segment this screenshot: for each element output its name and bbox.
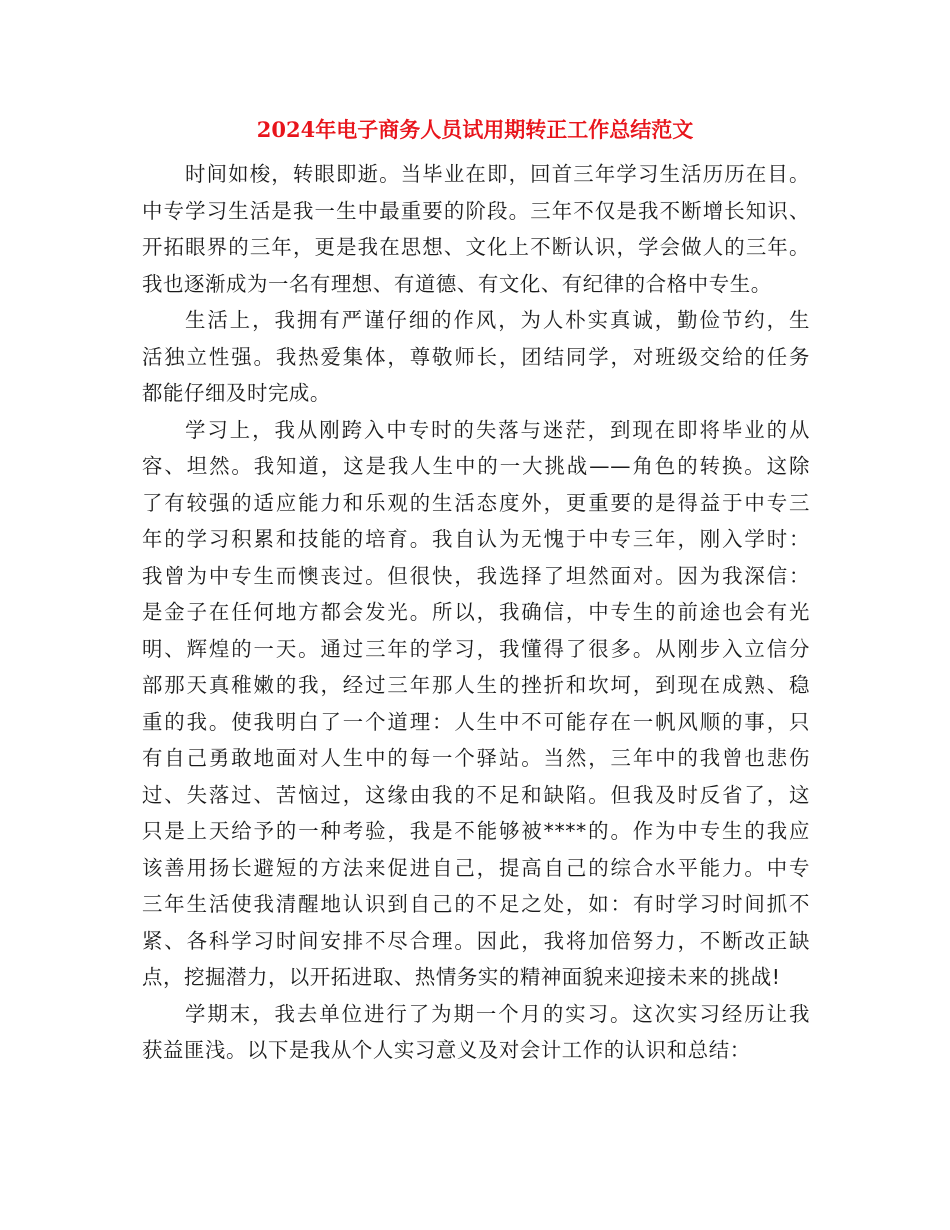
paragraph: [142, 156, 810, 302]
paragraph-line: 明、辉煌的一天。通过三年的学习，我懂得了很多。从刚步入立信分: [142, 636, 810, 661]
paragraph-line: 年的学习积累和技能的培育。我自认为无愧于中专三年，刚入学时：: [142, 527, 810, 551]
paragraph-line: 只是上天给予的一种考验，我是不能够被****的。作为中专生的我应: [142, 819, 810, 843]
paragraph: [142, 302, 810, 412]
paragraph-line: 紧、各科学习时间安排不尽合理。因此，我将加倍努力，不断改正缺: [142, 928, 810, 953]
paragraph: [142, 412, 810, 996]
document-title: 2024年电子商务人员试用期转正工作总结范文: [256, 117, 694, 142]
paragraph-line: 学期末，我去单位进行了为期一个月的实习。这次实习经历让我: [185, 1001, 810, 1026]
paragraph: [142, 996, 810, 1069]
paragraph-line: 点，挖掘潜力，以开拓进取、热情务实的精神面貌来迎接未来的挑战!: [142, 965, 781, 989]
document-body: [142, 156, 810, 1069]
paragraph-line: 容、坦然。我知道，这是我人生中的一大挑战——角色的转换。这除: [142, 454, 810, 478]
paragraph-line: 部那天真稚嫩的我，经过三年那人生的挫折和坎坷，到现在成熟、稳: [142, 673, 810, 697]
paragraph-line: 三年生活使我清醒地认识到自己的不足之处，如：有时学习时间抓不: [142, 892, 810, 916]
paragraph-line: 中专学习生活是我一生中最重要的阶段。三年不仅是我不断增长知识、: [142, 198, 810, 223]
paragraph-line: 活独立性强。我热爱集体，尊敬师长，团结同学，对班级交给的任务: [142, 344, 810, 369]
paragraph-line: 过、失落过、苦恼过，这缘由我的不足和缺陷。但我及时反省了，这: [142, 782, 810, 807]
paragraph-line: 时间如梭，转眼即逝。当毕业在即，回首三年学习生活历历在目。: [185, 162, 810, 186]
paragraph-line: 都能仔细及时完成。: [142, 381, 331, 405]
paragraph-line: 有自己勇敢地面对人生中的每一个驿站。当然，三年中的我曾也悲伤: [142, 746, 810, 770]
paragraph-line: 是金子在任何地方都会发光。所以，我确信，中专生的前途也会有光: [142, 600, 810, 624]
paragraph-line: 开拓眼界的三年，更是我在思想、文化上不断认识，学会做人的三年。: [142, 235, 810, 259]
paragraph-line: 我曾为中专生而懊丧过。但很快，我选择了坦然面对。因为我深信：: [142, 563, 810, 588]
paragraph-line: 生活上，我拥有严谨仔细的作风，为人朴实真诚，勤俭节约，生: [185, 308, 810, 332]
paragraph-line: 重的我。使我明白了一个道理：人生中不可能存在一帆风顺的事，只: [142, 709, 810, 734]
paragraph-line: 获益匪浅。以下是我从个人实习意义及对会计工作的认识和总结：: [142, 1038, 751, 1062]
paragraph-line: 我也逐渐成为一名有理想、有道德、有文化、有纪律的合格中专生。: [142, 271, 772, 296]
paragraph-line: 了有较强的适应能力和乐观的生活态度外，更重要的是得益于中专三: [142, 490, 810, 515]
paragraph-line: 学习上，我从刚跨入中专时的失落与迷茫，到现在即将毕业的从: [185, 417, 810, 442]
paragraph-line: 该善用扬长避短的方法来促进自己，提高自己的综合水平能力。中专: [142, 855, 810, 880]
